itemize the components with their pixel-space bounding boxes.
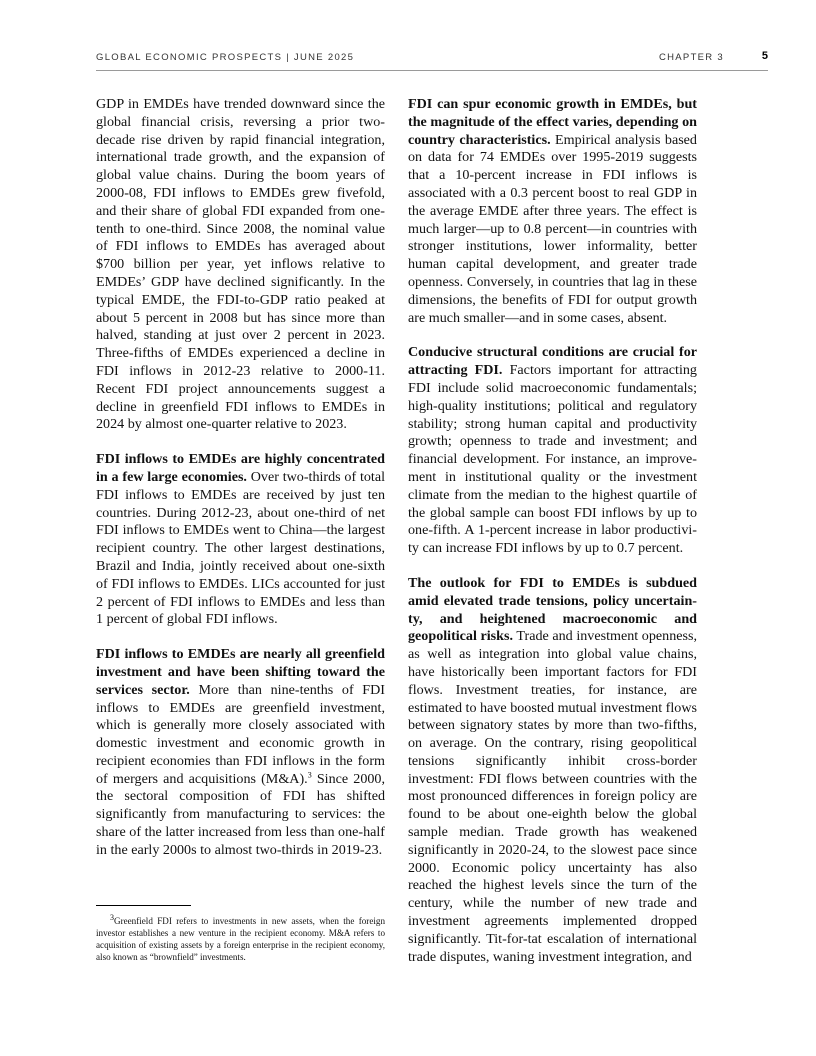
footnote-ref: 3 xyxy=(307,770,312,779)
paragraph-lead: FDI inflows to EMDEs are nearly all greenfield investment and have been shifting toward the services sector. xyxy=(96,646,385,698)
footnote-body: Greenfield FDI refers to investments in new assets, when the foreign investor establishes a new venture in the recipient economy. M&A refers to acquisition of existing assets by a foreign enterprise in the recipient economy, also known as “brownfield” investments. xyxy=(96,916,385,962)
header-rule xyxy=(96,70,768,71)
right-column xyxy=(408,96,697,983)
left-column xyxy=(96,96,385,877)
paragraph xyxy=(96,451,385,629)
paragraph xyxy=(96,646,385,860)
paragraph-lead: FDI can spur economic growth in EMDEs, but the magnitude of the effect varies, depending on country characteristics. xyxy=(408,96,697,148)
publication-title: GLOBAL ECONOMIC PROSPECTS | JUNE 2025 xyxy=(96,52,355,63)
footnote xyxy=(96,912,385,963)
paragraph xyxy=(408,96,697,327)
paragraph-lead: FDI inflows to EMDEs are highly concentrated in a few large economies. xyxy=(96,451,385,485)
paragraph-text: Since 2000, the sectoral composition of FDI has shifted significantly from manufacturing to services: the share of the latter increased from less than one-half in the early 2000s to almost two-thirds in 2019-23. xyxy=(96,770,386,858)
paragraph-lead: The outlook for FDI to EMDEs is subdued amid elevated trade tensions, policy uncertainty, and heightened macroeconomic and geopolitical risks. xyxy=(408,574,697,645)
paragraph-text: GDP in EMDEs have trended downward since the global financial crisis, reversing a prior two-decade rise driven by rapid financial integration, international trade growth, and the expansion of global value chains. During the boom years of 2000-08, FDI inflows to EMDEs grew fivefold, and their share of global FDI expanded from one-tenth to one-third. Since 2008, the nominal value of FDI inflows to EMDEs has averaged about $700 billion per year, yet inflows relative to EMDEs’ GDP have declined significantly. In the typical EMDE, the FDI-to-GDP ratio peaked at about 5 percent in 2008 but has since more than halved, standing at just over 2 percent in 2023. Three-fifths of EMDEs experienced a decline in FDI inflows in 2012-23 relative to 2000-11. Recent FDI project announcements suggest a decline in greenfield FDI inflows to EMDEs in 2024 by almost one-quarter relative to 2023. xyxy=(96,96,385,433)
paragraph-text: Factors important for attracting FDI include solid macroeconomic fundamentals; high-quality institutions; political and regulatory stability; strong human capital and productivity growth; openness to trade and investment; and financial development. For instance, an improvement in institutional quality or the investment climate from the median to the highest quartile of the global sample can boost FDI inflows by up to one-fifth. A 1-percent increase in labor productivity can increase FDI inflows by up to 0.7 percent. xyxy=(408,362,697,557)
footnote-text xyxy=(96,912,385,963)
paragraph-text: Empirical analysis based on data for 74 EMDEs over 1995-2019 suggests that a 10-percent increase in FDI inflows is associated with a 0.3 percent boost to real GDP in the average EMDE after three years. The effect is much larger—up to 0.8 percent—in countries with stronger institutions, lower informality, better human capital development, and greater trade openness. Conversely, in countries that lag in these dimensions, the benefits of FDI for output growth are much smaller—and in some cases, absent. xyxy=(408,131,697,326)
chapter-label: CHAPTER 3 xyxy=(658,52,724,63)
page-header xyxy=(96,50,768,66)
paragraph xyxy=(408,344,697,558)
paragraph-text: Trade and investment openness, as well as integration into global value chains, have historically been important factors for FDI flows. Investment treaties, for instance, are estimated to have boosted mutual investment flows between signatory states by more than two-fifths, on average. On the contrary, rising geopolitical tensions significantly inhibit cross-border investment: FDI flows between countries with the most pronounced differences in foreign policy are found to be about one-eighth below the global sample median. Trade growth has weakened significantly in 2020-24, to the slowest pace since 2000. Economic policy uncertainty has also reached the highest levels since the turn of the century, while the number of new trade and investment agreements implemented dropped significantly. Tit-for-tat escalation of international trade disputes, waning investment integration, and xyxy=(408,628,697,965)
paragraph xyxy=(96,96,385,434)
footnote-number: 3 xyxy=(110,912,114,922)
paragraph-text: More than nine-tenths of FDI inflows to EMDEs are greenfield investment, which is generally more closely associated with domestic investment and economic growth in recipient economies than FDI inflows in the form of mergers and acquisitions (M&A). xyxy=(96,681,386,787)
paragraph-text: Over two-thirds of total FDI inflows to EMDEs are received by just ten countries. During 2012-23, about one-third of net FDI inflows to EMDEs went to China—the largest recipient country. The other largest destinations, Brazil and India, jointly received about one-sixth of FDI inflows to EMDEs. LICs accounted for just 2 percent of FDI inflows to EMDEs and less than 1 percent of global FDI inflows. xyxy=(96,468,385,628)
page-number: 5 xyxy=(761,50,768,62)
paragraph-lead: Conducive structural conditions are crucial for attracting FDI. xyxy=(408,344,697,379)
paragraph xyxy=(408,575,697,967)
footnote-rule xyxy=(96,905,191,906)
